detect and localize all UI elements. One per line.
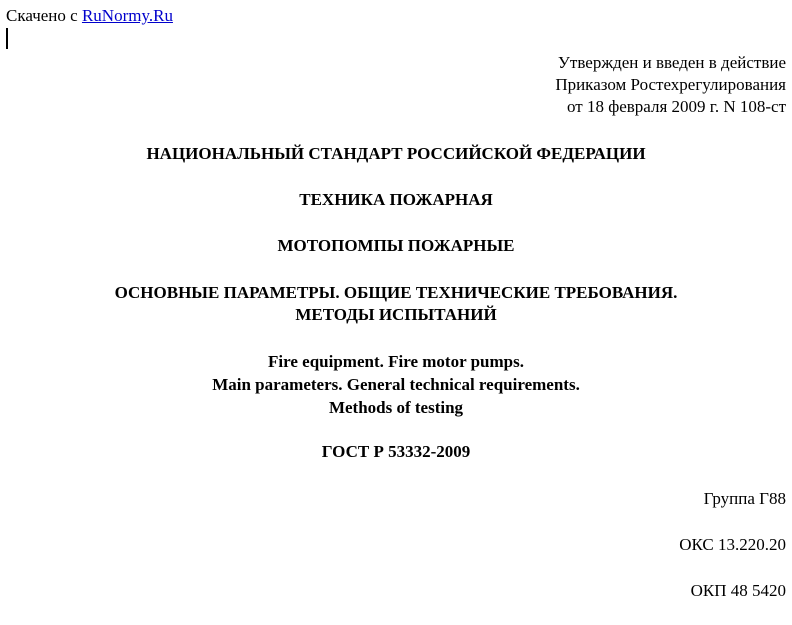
text-cursor [6,28,8,49]
document-title-line-1: ОСНОВНЫЕ ПАРАМЕТРЫ. ОБЩИЕ ТЕХНИЧЕСКИЕ ТРЕБОВАНИЯ. [114,283,678,302]
source-link[interactable]: RuNormy.Ru [81,6,173,25]
approval-line-1: Утвержден и введен в действие [557,53,786,72]
category-heading: ТЕХНИКА ПОЖАРНАЯ [299,190,493,209]
english-title-line-2: Main parameters. General technical requirements. [212,375,580,394]
english-title [0,350,792,419]
english-title-line-1: Fire equipment. Fire motor pumps. [268,352,524,371]
standard-heading: НАЦИОНАЛЬНЫЙ СТАНДАРТ РОССИЙСКОЙ ФЕДЕРАЦИИ [146,144,646,163]
gost-number: ГОСТ Р 53332-2009 [321,442,471,461]
approval-line-2: Приказом Ростехрегулирования [555,75,786,94]
oks-code: ОКС 13.220.20 [679,535,786,554]
document-title [0,282,792,326]
document-title-line-2: МЕТОДЫ ИСПЫТАНИЙ [295,305,497,324]
source-line [6,6,173,26]
english-title-line-3: Methods of testing [328,398,464,417]
approval-block [555,52,786,118]
okp-code: ОКП 48 5420 [690,581,786,600]
approval-line-3: от 18 февраля 2009 г. N 108-ст [566,97,786,116]
subject-heading: МОТОПОМПЫ ПОЖАРНЫЕ [277,236,515,255]
source-prefix: Скачено с [6,6,78,25]
group-code: Группа Г88 [703,489,786,508]
